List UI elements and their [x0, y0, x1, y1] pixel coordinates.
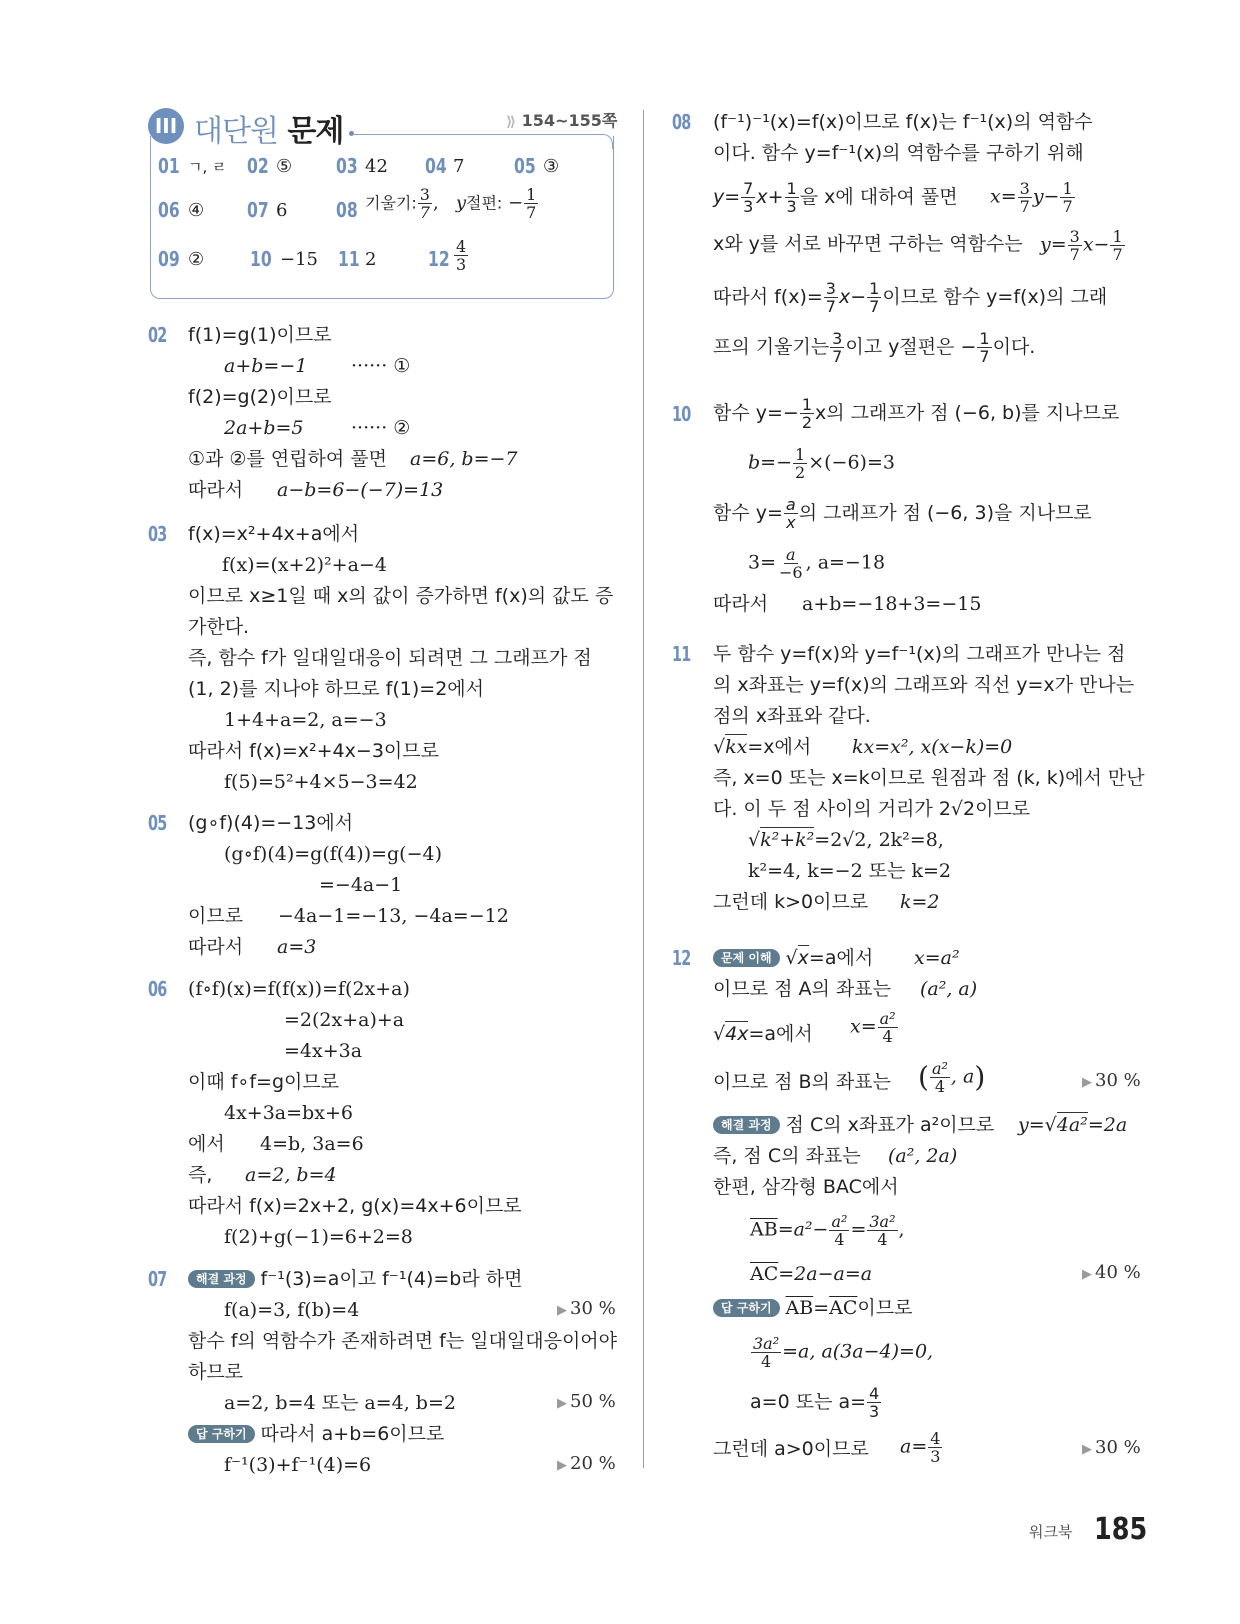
answer-num: 06: [158, 198, 180, 222]
answer-num: 09: [158, 247, 180, 271]
equation-marker: ······ ②: [351, 417, 411, 439]
solution-line: f(2)+g(−1)=6+2=8: [224, 1226, 413, 1248]
solution-line: a+b=−1: [224, 355, 308, 377]
solution-line: a=2, b=4 또는 a=4, b=2: [224, 1392, 456, 1414]
solution-line: =2(2x+a)+a: [284, 1009, 405, 1031]
answer-value: ④: [188, 200, 205, 221]
solution-line: 이므로 점 B의 좌표는: [713, 1071, 891, 1093]
solution-line: 그런데 k>0이므로: [713, 891, 869, 913]
double-chevron-icon: ⟫: [506, 114, 517, 130]
triangle-right-icon: ▶: [557, 1458, 567, 1473]
solution-line: $\overline{AB}=a^2-$ $\frac{\text{a²}}{4}$ = $\frac{\text{3a²}}{4}$ ,: [750, 1212, 905, 1249]
problem-number: 05: [148, 811, 167, 835]
solution-line: 함수 y=− $\frac{1}{2}$ x의 그래프가 점 (−6, b)를 지나므로: [713, 395, 1120, 432]
column-divider: [643, 110, 644, 1468]
footer-book-label: 워크북: [1029, 1523, 1073, 1541]
solution-line: (a², a): [920, 978, 978, 1000]
solution-line: f(1)=g(1)이므로: [188, 324, 332, 346]
answer-num: 08: [336, 198, 358, 222]
solution-line: a+b=−18+3=−15: [802, 593, 982, 615]
triangle-right-icon: ▶: [557, 1303, 567, 1318]
solution-line: 따라서: [713, 593, 769, 615]
title-part1: 대단원: [194, 114, 278, 149]
solution-line: 다. 이 두 점 사이의 거리가 2√2이므로: [713, 798, 1031, 820]
answer-value: ③: [543, 156, 560, 177]
solution-line: 프의 기울기는 $\frac{3}{7}$ 이고 y절편은 − $\frac{1}{7}$ 이다.: [713, 329, 1036, 366]
solution-line: x= $\frac{\text{a²}}{4}$: [850, 1009, 896, 1046]
answer-num: 04: [425, 154, 447, 178]
solution-line: f⁻¹(3)+f⁻¹(4)=6: [224, 1454, 372, 1476]
unit-numeral-badge: III: [148, 108, 184, 144]
triangle-right-icon: ▶: [557, 1396, 567, 1411]
answer-value: ⑤: [276, 156, 293, 177]
solution-line: =−4a−1: [319, 874, 403, 896]
solution-line: √4x=a에서: [713, 1023, 813, 1045]
solution-line: 이므로 x≥1일 때 x의 값이 증가하면 f(x)의 값도 증: [188, 585, 614, 607]
equation-marker: ······ ①: [351, 355, 411, 377]
solution-line: k=2: [900, 891, 940, 913]
solution-line: f(a)=3, f(b)=4: [224, 1299, 360, 1321]
badge-solution-process: 해결 과정: [188, 1270, 255, 1288]
problem-number: 10: [672, 402, 691, 426]
solution-line: $\frac{\text{3a²}}{4}$ =a, a(3a−4)=0,: [753, 1334, 934, 1371]
solution-line: 답 구하기 $\overline{AB}=\overline{AC}$이므로: [713, 1296, 912, 1320]
score-percent: ▶ 40 %: [1082, 1262, 1141, 1283]
answer-value: $\frac{4}{3}$: [456, 237, 467, 274]
badge-get-answer: 답 구하기: [188, 1425, 255, 1443]
solution-line: (f∘f)(x)=f(f(x))=f(2x+a): [188, 978, 410, 1000]
solution-line: (a², 2a): [888, 1145, 958, 1167]
solution-line: a= $\frac{4}{3}$: [900, 1429, 941, 1466]
answer-value: −15: [280, 249, 318, 270]
solution-line: ( $\frac{\text{a²}}{4}$ , a): [918, 1059, 986, 1096]
problem-number: 02: [148, 323, 167, 347]
answer-value: 2: [365, 249, 377, 270]
solution-line: b=− $\frac{1}{2}$ ×(−6)=3: [748, 445, 895, 482]
solution-line: ①과 ②를 연립하여 풀면: [188, 448, 388, 470]
solution-line: a=2, b=4: [245, 1164, 337, 1186]
solution-line: 이다. 함수 y=f⁻¹(x)의 역함수를 구하기 위해: [713, 142, 1084, 164]
answer-box-top-border: [354, 134, 604, 135]
score-percent: ▶ 20 %: [557, 1453, 616, 1474]
solution-line: =4x+3a: [284, 1040, 363, 1062]
solution-line: y= $\frac{3}{7}$ x− $\frac{1}{7}$: [1040, 227, 1123, 264]
solution-line: (f⁻¹)⁻¹(x)=f(x)이므로 f(x)는 f⁻¹(x)의 역함수: [713, 111, 1093, 133]
solution-line: $\overline{AC}=2a-a=a$: [750, 1263, 873, 1285]
answer-value: 기울기: $\frac{3}{7}$ , y절편: − $\frac{1}{7}$: [365, 185, 537, 222]
answer-value: ㄱ, ㄹ: [188, 158, 227, 176]
problem-number: 12: [672, 946, 691, 970]
solution-line: 즉,: [188, 1164, 213, 1186]
solution-line: a=6, b=−7: [410, 448, 518, 470]
solution-line: 두 함수 y=f(x)와 y=f⁻¹(x)의 그래프가 만나는 점: [713, 643, 1126, 665]
solution-line: 이때 f∘f=g이므로: [188, 1071, 340, 1093]
solution-line: kx=x², x(x−k)=0: [852, 736, 1013, 758]
solution-line: 따라서 f(x)=2x+2, g(x)=4x+6이므로: [188, 1195, 522, 1217]
problem-number: 03: [148, 522, 167, 546]
solution-line: 1+4+a=2, a=−3: [224, 709, 387, 731]
solution-line: −4a−1=−13, −4a=−12: [278, 905, 509, 927]
answer-num: 07: [247, 198, 269, 222]
triangle-right-icon: ▶: [1082, 1442, 1092, 1457]
solution-line: 해결 과정 점 C의 x좌표가 a²이므로: [713, 1113, 994, 1137]
score-percent: ▶ 50 %: [557, 1391, 616, 1412]
solution-line: f(5)=5²+4×5−3=42: [224, 771, 418, 793]
badge-understand-problem: 문제 이해: [713, 949, 780, 967]
solution-line: 함수 f의 역함수가 존재하려면 f는 일대일대응이어야: [188, 1330, 618, 1352]
page-number: 185: [1094, 1512, 1148, 1547]
answer-num: 01: [158, 154, 180, 178]
score-percent: ▶ 30 %: [1082, 1070, 1141, 1091]
solution-line: 따라서: [188, 936, 244, 958]
badge-solution-process: 해결 과정: [713, 1116, 780, 1134]
solution-line: y= $\frac{7}{3}$ x+ $\frac{1}{3}$ 을 x에 대하여 풀면: [713, 179, 958, 216]
solution-line: 점의 x좌표와 같다.: [713, 705, 871, 727]
solution-line: f(2)=g(2)이므로: [188, 386, 332, 408]
solution-line: √kx=x에서: [713, 736, 812, 758]
solution-line: 문제 이해 √x=a에서: [713, 946, 873, 970]
solution-line: 이므로 점 A의 좌표는: [713, 978, 891, 1000]
answer-num: 05: [514, 154, 536, 178]
answer-num: 12: [428, 247, 450, 271]
answer-value: 7: [453, 156, 465, 177]
answer-num: 11: [338, 247, 360, 271]
solution-line: a−b=6−(−7)=13: [277, 479, 444, 501]
problem-number: 06: [148, 977, 167, 1001]
triangle-right-icon: ▶: [1082, 1267, 1092, 1282]
problem-number: 11: [672, 642, 691, 666]
solution-line: y=√4a²=2a: [1018, 1114, 1128, 1136]
solution-line: (g∘f)(4)=−13에서: [188, 812, 354, 834]
answer-value: 6: [276, 200, 288, 221]
solution-line: 그런데 a>0이므로: [713, 1438, 869, 1460]
solution-line: 즉, 함수 f가 일대일대응이 되려면 그 그래프가 점: [188, 647, 592, 669]
problem-number: 08: [672, 110, 691, 134]
solution-line: 따라서 f(x)= $\frac{3}{7}$ x− $\frac{1}{7}$ 이므로 함수 y=f(x)의 그래: [713, 279, 1108, 316]
solution-line: f(x)=(x+2)²+a−4: [222, 554, 387, 576]
solution-line: √k²+k²=2√2, 2k²=8,: [748, 829, 944, 851]
solution-line: f(x)=x²+4x+a에서: [188, 523, 360, 545]
solution-line: 따라서: [188, 479, 244, 501]
solution-line: 4=b, 3a=6: [260, 1133, 364, 1155]
solution-line: 가한다.: [188, 616, 250, 638]
answer-num: 02: [247, 154, 269, 178]
solution-line: x= $\frac{3}{7}$ y− $\frac{1}{7}$: [990, 179, 1073, 216]
solution-line: a=3: [277, 936, 317, 958]
solution-line: k²=4, k=−2 또는 k=2: [748, 860, 951, 882]
answer-num: 10: [250, 247, 272, 271]
page-reference: ⟫ 154~155쪽: [506, 111, 618, 130]
solution-line: 의 x좌표는 y=f(x)의 그래프와 직선 y=x가 만나는: [713, 674, 1135, 696]
solution-line: 3= $\frac{a}{-6}$ , a=−18: [748, 545, 886, 582]
solution-line: 4x+3a=bx+6: [224, 1102, 353, 1124]
solution-line: 이므로: [188, 905, 244, 927]
badge-get-answer: 답 구하기: [713, 1299, 780, 1317]
answer-value: ②: [188, 249, 205, 270]
answer-value: 42: [365, 156, 388, 177]
solution-line: (g∘f)(4)=g(f(4))=g(−4): [224, 843, 443, 865]
solution-line: 에서: [188, 1133, 225, 1155]
score-percent: ▶ 30 %: [1082, 1437, 1141, 1458]
solution-line: 즉, 점 C의 좌표는: [713, 1145, 861, 1167]
solution-line: 해결 과정 f⁻¹(3)=a이고 f⁻¹(4)=b라 하면: [188, 1267, 522, 1291]
answer-num: 03: [336, 154, 358, 178]
solution-line: 2a+b=5: [224, 417, 304, 439]
solution-line: (1, 2)를 지나야 하므로 f(1)=2에서: [188, 678, 484, 700]
solution-line: a=0 또는 a= $\frac{4}{3}$: [750, 1384, 880, 1421]
solution-line: x=a²: [914, 947, 960, 969]
solution-line: 함수 y= $\frac{a}{x}$ 의 그래프가 점 (−6, 3)을 지나므로: [713, 495, 1092, 532]
solution-line: 한편, 삼각형 BAC에서: [713, 1176, 899, 1198]
score-percent: ▶ 30 %: [557, 1298, 616, 1319]
solution-line: x와 y를 서로 바꾸면 구하는 역함수는: [713, 233, 1023, 255]
problem-number: 07: [148, 1267, 167, 1291]
solution-line: 즉, x=0 또는 x=k이므로 원점과 점 (k, k)에서 만난: [713, 767, 1145, 789]
title-part2: 문제: [287, 114, 344, 149]
triangle-right-icon: ▶: [1082, 1075, 1092, 1090]
solution-line: 따라서 f(x)=x²+4x−3이므로: [188, 740, 439, 762]
solution-line: 하므로: [188, 1361, 244, 1383]
solution-line: 답 구하기 따라서 a+b=6이므로: [188, 1422, 444, 1446]
